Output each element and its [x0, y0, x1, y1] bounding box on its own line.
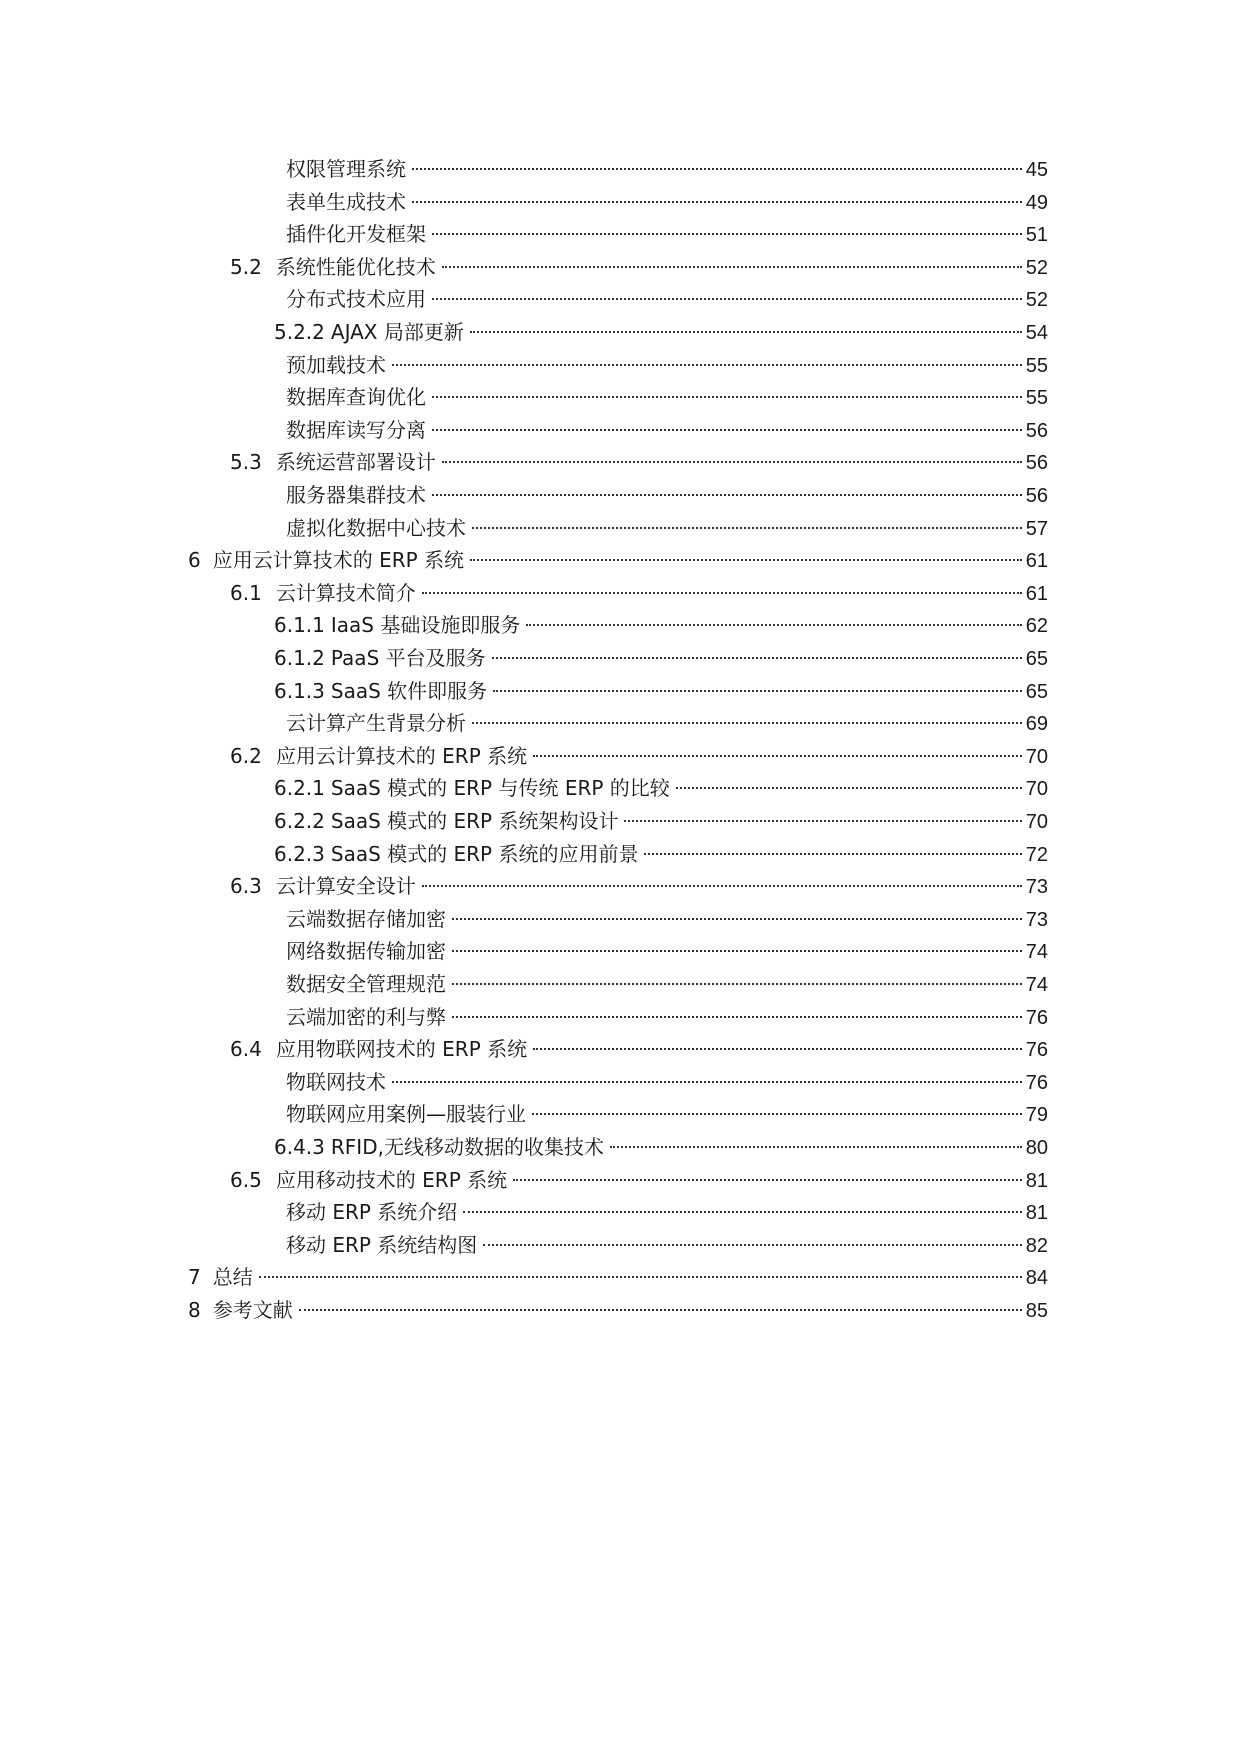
toc-entry-page-number: 81 — [1025, 1202, 1048, 1225]
toc-entry[interactable] — [188, 544, 1048, 577]
toc-dot-leader — [412, 201, 1022, 203]
toc-dot-leader — [526, 624, 1021, 626]
toc-entry-number: 6.1.2 — [274, 646, 325, 670]
toc-entry-label: SaaS 模式的 ERP 系统架构设计 — [330, 809, 619, 833]
toc-entry-label: AJAX 局部更新 — [330, 320, 464, 344]
toc-entry[interactable] — [286, 283, 1048, 316]
toc-entry-label: 参考文献 — [212, 1298, 293, 1322]
toc-entry[interactable] — [286, 349, 1048, 382]
toc-entry-label: 数据库读写分离 — [286, 417, 426, 442]
toc-entry-page-number: 80 — [1025, 1137, 1048, 1159]
toc-dot-leader — [472, 527, 1022, 529]
toc-entry-label: SaaS 软件即服务 — [330, 678, 488, 703]
toc-entry-label: 云端加密的利与弊 — [286, 1004, 446, 1029]
toc-entry[interactable] — [230, 870, 1048, 903]
toc-entry[interactable] — [286, 1098, 1048, 1131]
toc-entry[interactable] — [188, 1294, 1048, 1327]
toc-entry-label: 物联网应用案例—服装行业 — [286, 1102, 526, 1127]
toc-entry-label: 总结 — [212, 1265, 253, 1290]
toc-entry-label: PaaS 平台及服务 — [330, 646, 486, 670]
toc-dot-leader — [392, 1081, 1022, 1083]
toc-entry-label: 虚拟化数据中心技术 — [286, 515, 466, 540]
toc-entry-page-number: 57 — [1025, 517, 1048, 540]
toc-entry[interactable] — [286, 1196, 1048, 1229]
toc-entry-label: 应用物联网技术的 ERP 系统 — [275, 1037, 528, 1062]
toc-entry[interactable] — [286, 479, 1048, 512]
toc-entry[interactable] — [230, 577, 1048, 610]
toc-dot-leader — [644, 853, 1021, 855]
toc-dot-leader — [533, 1048, 1022, 1050]
toc-entry-number: 6.1.1 — [274, 613, 325, 638]
toc-entry-page-number: 61 — [1025, 582, 1048, 605]
toc-entry[interactable] — [286, 968, 1048, 1001]
toc-entry-page-number: 62 — [1025, 615, 1048, 638]
toc-entry[interactable] — [274, 838, 1048, 871]
toc-dot-leader — [422, 885, 1022, 887]
toc-entry-number: 6.2.3 — [274, 841, 325, 866]
toc-entry-page-number: 65 — [1025, 680, 1048, 703]
toc-entry-number: 6.1 — [230, 580, 262, 605]
toc-dot-leader — [442, 266, 1022, 268]
toc-entry-label: 应用移动技术的 ERP 系统 — [275, 1167, 508, 1192]
toc-entry-page-number: 82 — [1025, 1234, 1048, 1257]
toc-dot-leader — [422, 592, 1022, 594]
toc-dot-leader — [624, 820, 1021, 822]
toc-entry-label: 服务器集群技术 — [286, 483, 426, 507]
toc-entry-page-number: 61 — [1025, 550, 1048, 573]
toc-entry-label: IaaS 基础设施即服务 — [330, 613, 521, 638]
toc-entry-page-number: 56 — [1025, 452, 1048, 475]
toc-entry-number: 6.4.3 — [274, 1135, 325, 1159]
toc-entry[interactable] — [230, 740, 1048, 773]
toc-entry-page-number: 69 — [1025, 713, 1048, 736]
toc-entry-page-number: 73 — [1025, 876, 1048, 899]
toc-entry-label: SaaS 模式的 ERP 与传统 ERP 的比较 — [330, 776, 670, 801]
toc-entry[interactable] — [286, 707, 1048, 740]
toc-entry-number: 7 — [188, 1265, 201, 1290]
toc-dot-leader — [470, 559, 1022, 561]
toc-dot-leader — [432, 494, 1022, 496]
toc-entry-page-number: 72 — [1025, 843, 1048, 866]
toc-entry-page-number: 79 — [1025, 1104, 1048, 1127]
toc-entry-label: 网络数据传输加密 — [286, 939, 446, 964]
toc-entry-label: 系统运营部署设计 — [275, 450, 436, 475]
toc-entry-number: 6.2.1 — [274, 776, 325, 801]
toc-entry[interactable] — [286, 1001, 1048, 1034]
toc-entry-page-number: 54 — [1025, 322, 1048, 344]
toc-entry-number: 6 — [188, 548, 201, 573]
toc-entry-number: 6.4 — [230, 1037, 262, 1062]
toc-entry-page-number: 76 — [1025, 1006, 1048, 1029]
toc-entry[interactable] — [286, 512, 1048, 545]
toc-entry[interactable] — [230, 1033, 1048, 1066]
toc-entry-number: 5.2.2 — [274, 320, 325, 344]
toc-entry[interactable] — [274, 609, 1048, 642]
toc-entry-label: 物联网技术 — [286, 1069, 386, 1094]
toc-dot-leader — [392, 364, 1022, 366]
toc-entry-number: 8 — [188, 1298, 201, 1322]
toc-entry-page-number: 52 — [1025, 289, 1048, 312]
toc-entry-label: 插件化开发框架 — [286, 222, 426, 247]
toc-dot-leader — [432, 429, 1022, 431]
toc-entry[interactable] — [286, 186, 1048, 219]
toc-entry-label: 分布式技术应用 — [286, 287, 426, 312]
toc-entry-label: 云计算技术简介 — [275, 580, 416, 605]
toc-dot-leader — [532, 1113, 1022, 1115]
toc-entry-label: 数据安全管理规范 — [286, 972, 446, 996]
toc-entry-page-number: 74 — [1025, 974, 1048, 996]
toc-dot-leader — [493, 690, 1022, 692]
toc-entry-number: 6.2 — [230, 743, 262, 768]
toc-dot-leader — [513, 1179, 1022, 1181]
toc-entry-number: 5.3 — [230, 450, 262, 475]
toc-entry-page-number: 55 — [1025, 354, 1048, 377]
toc-dot-leader — [442, 461, 1022, 463]
toc-entry-label: 云端数据存储加密 — [286, 906, 446, 931]
toc-entry[interactable] — [286, 153, 1048, 186]
toc-entry-number: 6.5 — [230, 1167, 262, 1192]
toc-dot-leader — [432, 396, 1022, 398]
toc-entry-page-number: 49 — [1025, 191, 1048, 214]
toc-entry-page-number: 65 — [1025, 648, 1048, 670]
toc-entry-number: 6.2.2 — [274, 809, 325, 833]
toc-entry-label: 移动 ERP 系统结构图 — [286, 1232, 478, 1257]
toc-entry-page-number: 84 — [1025, 1267, 1048, 1290]
toc-entry-label: 应用云计算技术的 ERP 系统 — [275, 743, 528, 768]
toc-entry-label: 移动 ERP 系统介绍 — [286, 1200, 458, 1225]
toc-entry-label: 数据库查询优化 — [286, 385, 426, 410]
toc-dot-leader — [299, 1309, 1022, 1311]
toc-entry-label: RFID,无线移动数据的收集技术 — [330, 1135, 604, 1159]
toc-dot-leader — [533, 755, 1022, 757]
toc-entry-page-number: 74 — [1025, 941, 1048, 964]
toc-entry[interactable] — [274, 772, 1048, 805]
toc-dot-leader — [472, 722, 1022, 724]
toc-entry[interactable] — [286, 903, 1048, 936]
toc-dot-leader — [412, 168, 1022, 170]
toc-dot-leader — [470, 331, 1022, 333]
toc-dot-leader — [452, 918, 1022, 920]
toc-entry-page-number: 51 — [1025, 224, 1048, 247]
toc-entry[interactable] — [286, 935, 1048, 968]
toc-entry-page-number: 76 — [1025, 1071, 1048, 1094]
toc-entry-number: 6.1.3 — [274, 678, 325, 703]
toc-entry-label: SaaS 模式的 ERP 系统的应用前景 — [330, 841, 639, 866]
toc-entry-page-number: 70 — [1025, 745, 1048, 768]
toc-entry[interactable] — [286, 414, 1048, 447]
toc-dot-leader — [610, 1146, 1022, 1148]
toc-entry[interactable] — [286, 218, 1048, 251]
toc-entry-label: 表单生成技术 — [286, 189, 406, 214]
toc-entry[interactable] — [230, 1164, 1048, 1197]
toc-dot-leader — [452, 983, 1022, 985]
toc-entry-number: 6.3 — [230, 874, 262, 899]
toc-entry-label: 预加载技术 — [286, 352, 386, 377]
toc-entry-page-number: 85 — [1025, 1300, 1048, 1322]
toc-dot-leader — [676, 787, 1022, 789]
toc-entry[interactable] — [230, 251, 1048, 284]
toc-entry[interactable] — [230, 446, 1048, 479]
toc-dot-leader — [259, 1276, 1022, 1278]
toc-entry-page-number: 70 — [1025, 811, 1048, 833]
toc-entry-label: 云计算产生背景分析 — [286, 711, 466, 736]
toc-entry-label: 应用云计算技术的 ERP 系统 — [212, 548, 465, 573]
toc-entry-page-number: 45 — [1025, 159, 1048, 181]
toc-entry[interactable] — [274, 316, 1048, 349]
toc-entry-page-number: 73 — [1025, 908, 1048, 931]
toc-entry-page-number: 55 — [1025, 387, 1048, 410]
toc-dot-leader — [463, 1211, 1021, 1213]
toc-dot-leader — [452, 950, 1022, 952]
toc-dot-leader — [432, 298, 1022, 300]
toc-entry-page-number: 81 — [1025, 1169, 1048, 1192]
toc-entry-page-number: 52 — [1025, 256, 1048, 279]
toc-entry-label: 云计算安全设计 — [275, 874, 416, 899]
toc-entry[interactable] — [274, 675, 1048, 708]
toc-entry-page-number: 56 — [1025, 419, 1048, 442]
toc-dot-leader — [483, 1244, 1021, 1246]
toc-dot-leader — [452, 1016, 1022, 1018]
toc-entry[interactable] — [286, 1229, 1048, 1262]
toc-entry-label: 权限管理系统 — [286, 157, 406, 181]
toc-entry[interactable] — [286, 1066, 1048, 1099]
toc-entry-page-number: 70 — [1025, 778, 1048, 801]
toc-entry[interactable] — [188, 1261, 1048, 1294]
toc-entry[interactable] — [286, 381, 1048, 414]
toc-entry-page-number: 56 — [1025, 485, 1048, 507]
toc-dot-leader — [432, 233, 1022, 235]
toc-entry[interactable] — [274, 642, 1048, 675]
toc-dot-leader — [492, 657, 1022, 659]
toc-entry[interactable] — [274, 805, 1048, 838]
toc-entry-page-number: 76 — [1025, 1039, 1048, 1062]
toc-entry-number: 5.2 — [230, 254, 262, 279]
toc-entry[interactable] — [274, 1131, 1048, 1164]
toc-entry-label: 系统性能优化技术 — [275, 254, 436, 279]
